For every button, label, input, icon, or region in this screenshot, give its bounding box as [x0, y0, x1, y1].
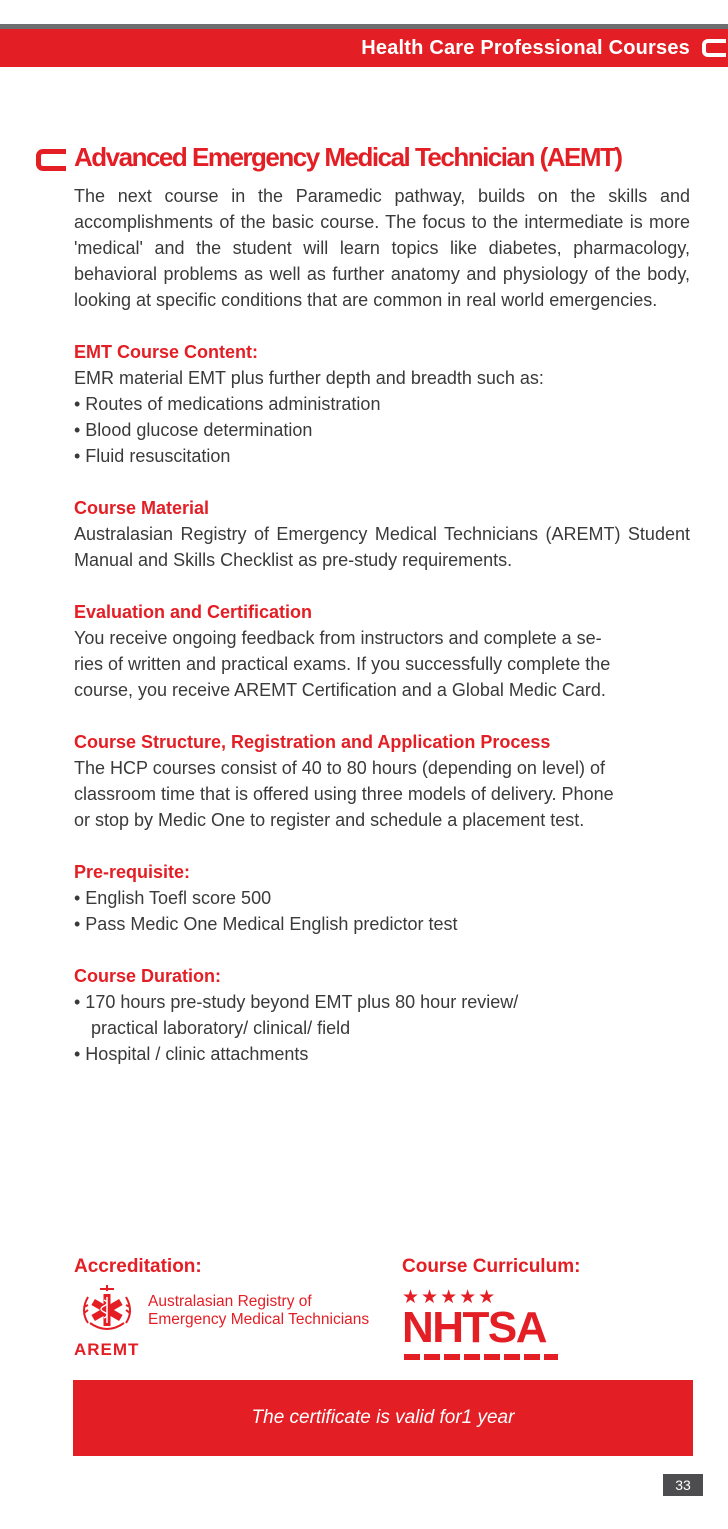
evaluation-section	[74, 599, 690, 703]
bullet-item: • Pass Medic One Medical English predictor test	[74, 914, 458, 934]
aremt-name	[148, 1293, 369, 1329]
section-heading: EMT Course Content:	[74, 342, 258, 362]
aremt-abbreviation: AREMT	[74, 1340, 140, 1359]
aremt-logo	[74, 1283, 374, 1365]
section-line: course, you receive AREMT Certification and a Global Medic Card.	[74, 680, 606, 700]
section-line: or stop by Medic One to register and schedule a placement test.	[74, 810, 585, 830]
section-line: You receive ongoing feedback from instructors and complete a se-	[74, 628, 602, 648]
bullet-item: • 170 hours pre-study beyond EMT plus 80 hour review/	[74, 992, 519, 1012]
section-line: classroom time that is offered using three models of delivery. Phone	[74, 784, 614, 804]
duration-section	[74, 963, 690, 1067]
intro-line: common in real world emergencies.	[373, 290, 658, 310]
section-line: ries of written and practical exams. If you successfully complete the	[74, 654, 611, 674]
intro-line: accomplishments of the basic course. The focus to the intermediate	[74, 212, 624, 232]
bullet-continuation: practical laboratory/ clinical/ field	[91, 1018, 351, 1038]
main-content	[74, 183, 690, 1067]
section-heading: Pre-requisite:	[74, 862, 191, 882]
certificate-note: The certificate is valid for1 year	[251, 1407, 515, 1428]
curriculum-label: Course Curriculum:	[402, 1256, 581, 1277]
nhtsa-underline	[404, 1354, 558, 1360]
bullet-item: • Routes of medications administration	[74, 394, 381, 414]
bullet-item: • Blood glucose determination	[74, 420, 313, 440]
page-title: Advanced Emergency Medical Technician (AEMT)	[74, 142, 622, 172]
section-heading: Course Duration:	[74, 966, 222, 986]
section-line: EMR material EMT plus further depth and breadth such as:	[74, 368, 544, 388]
bullet-item: • Hospital / clinic attachments	[74, 1044, 309, 1064]
prerequisite-section	[74, 859, 690, 937]
header-title: Health Care Professional Courses	[361, 37, 690, 59]
nhtsa-wordmark: NHTSA	[402, 1303, 547, 1352]
bullet-item: • English Toefl score 500	[74, 888, 272, 908]
star-of-life-icon	[74, 1283, 140, 1341]
section-heading: Evaluation and Certification	[74, 602, 313, 622]
course-material-section	[74, 495, 690, 573]
bullet-item: • Fluid resuscitation	[74, 446, 231, 466]
certificate-banner	[73, 1380, 693, 1456]
stars-icon: ★★★★★	[402, 1287, 498, 1308]
nhtsa-logo	[402, 1288, 562, 1364]
intro-paragraph	[74, 183, 690, 313]
intro-line: is more 'medical' and the student will learn topics like diabetes,	[74, 212, 690, 258]
section-heading: Course Material	[74, 498, 210, 518]
title-bracket-icon	[36, 149, 66, 171]
section-line: Australasian Registry of Emergency Medical Technicians (AREMT)	[74, 524, 621, 544]
accreditation-label: Accreditation:	[74, 1256, 202, 1277]
structure-section	[74, 729, 690, 833]
header-bracket-icon	[702, 39, 726, 57]
section-heading: Course Structure, Registration and Application Process	[74, 732, 551, 752]
page-number: 33	[663, 1474, 703, 1496]
intro-line: pharmacology, behavioral problems as well as further anatomy	[74, 238, 690, 284]
section-line: The HCP courses consist of 40 to 80 hours (depending on level) of	[74, 758, 605, 778]
section-line: Student Manual and Skills Checklist as pre-study requirements.	[74, 524, 690, 570]
aremt-name-line: Australasian Registry of	[148, 1293, 312, 1310]
section-paragraph	[74, 521, 690, 573]
intro-line: The next course in the Paramedic pathway, builds on the skills and	[74, 186, 690, 206]
aremt-name-line: Emergency Medical Technicians	[148, 1311, 370, 1328]
emt-content-section	[74, 339, 690, 469]
intro-line: and physiology of the body, looking at specific conditions that are	[74, 264, 690, 310]
